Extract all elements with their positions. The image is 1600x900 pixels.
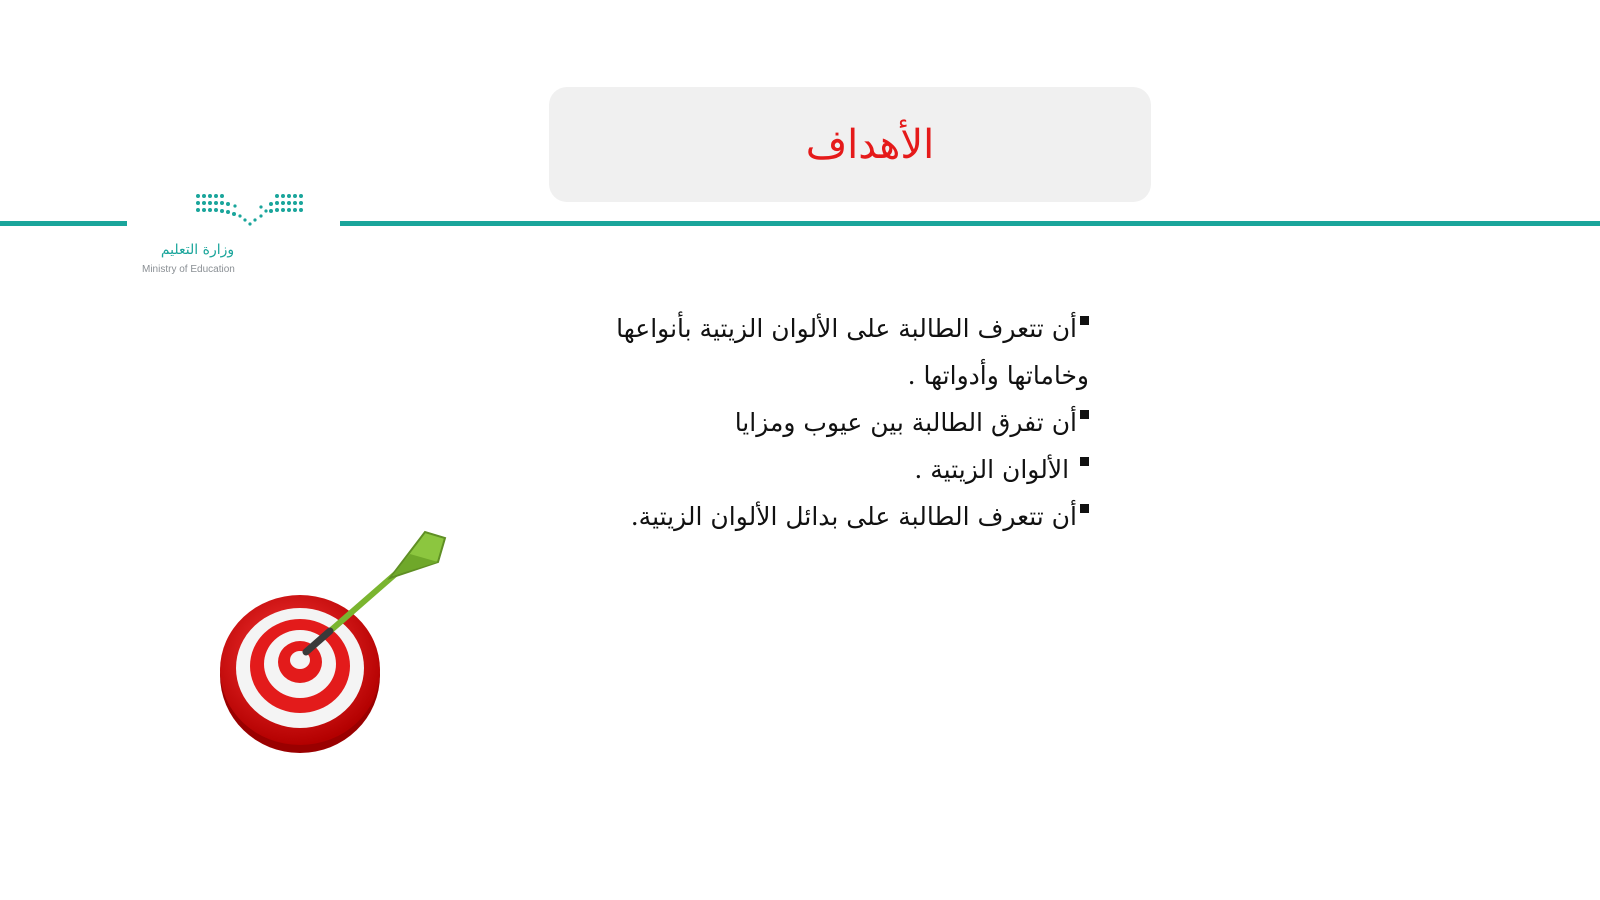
objective-line-5 (549, 493, 1089, 540)
square-bullet-icon (1080, 316, 1089, 325)
objective-line-1 (549, 305, 1089, 352)
logo-english-text: Ministry of Education (142, 264, 235, 275)
square-bullet-icon (1080, 457, 1089, 466)
objective-line-2 (549, 352, 1089, 399)
objective-line-4 (549, 446, 1089, 493)
objective-text: أن تتعرف الطالبة على الألوان الزيتية بأنواعها (616, 314, 1077, 343)
header-divider-left (0, 221, 127, 226)
square-bullet-icon (1080, 410, 1089, 419)
logo-dots-icon (195, 192, 307, 232)
objective-line-3 (549, 399, 1089, 446)
dartboard-with-dart-icon (220, 530, 460, 760)
objectives-list (549, 305, 1089, 540)
square-bullet-icon (1080, 504, 1089, 513)
header-divider-right (340, 221, 1600, 226)
objective-text: أن تتعرف الطالبة على بدائل الألوان الزيتية. (630, 502, 1077, 531)
logo-arabic-text: وزارة التعليم (160, 242, 235, 258)
objective-text: وخاماتها وأدواتها . (907, 361, 1089, 390)
slide-title: الأهداف (805, 121, 935, 168)
objective-text: أن تفرق الطالبة بين عيوب ومزايا (734, 408, 1077, 437)
ministry-logo (140, 192, 330, 284)
objective-text: الألوان الزيتية . (914, 455, 1077, 484)
title-box (549, 87, 1151, 202)
